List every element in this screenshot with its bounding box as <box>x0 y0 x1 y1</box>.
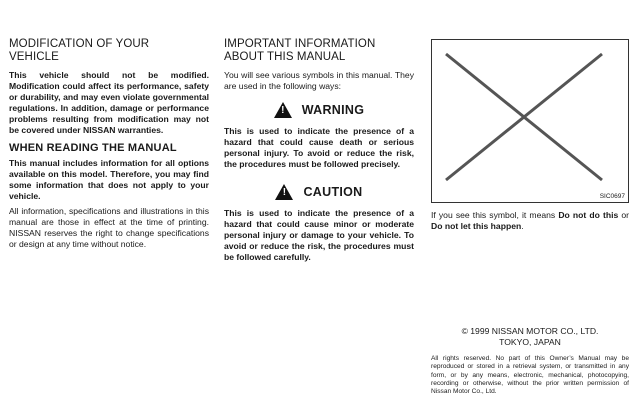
column-right <box>431 38 629 232</box>
important-info-heading-line-1: IMPORTANT INFORMATION <box>224 38 376 50</box>
column-middle <box>224 38 414 263</box>
modification-text: This vehicle should not be modified. Modification could affect its performance, safety or durability, and may even violate governmental regulations. In addition, damage or performance problems resulting from modification may not be covered under NISSAN warranties. <box>9 70 209 135</box>
important-info-heading-line-2: ABOUT THIS MANUAL <box>224 51 346 63</box>
warning-text: This is used to indicate the presence of a hazard that could cause death or serious personal injury. To avoid or reduce the risk, the procedures must be followed precisely. <box>224 126 414 169</box>
important-info-heading <box>224 38 414 64</box>
modification-heading-line-2: VEHICLE <box>9 51 59 63</box>
symbols-intro-text: You will see various symbols in this manual. They are used in the following ways: <box>224 70 414 91</box>
cross-x-icon <box>432 40 628 202</box>
modification-heading <box>9 38 209 64</box>
caution-label: CAUTION <box>303 185 363 199</box>
rights-reserved-text: All rights reserved. No part of this Owner’s Manual may be reproduced or stored in a retrieval system, or transmitted in any form, or by any means, electronic, mechanical, photocopying, recording or otherwise, without the prior written permission of Nissan Motor Co., Ltd. <box>431 355 629 396</box>
copyright-line: © 1999 NISSAN MOTOR CO., LTD. <box>461 326 599 336</box>
caution-triangle-icon: ! <box>275 184 293 200</box>
modification-heading-line-1: MODIFICATION OF YOUR <box>9 38 150 50</box>
do-not-symbol-figure <box>431 39 629 203</box>
copyright-location: TOKYO, JAPAN <box>499 337 561 347</box>
symbol-meaning-text: If you see this symbol, it means Do not do this or Do not let this happen. <box>431 210 629 231</box>
figure-id: SIC0697 <box>599 193 625 200</box>
reading-manual-heading: WHEN READING THE MANUAL <box>9 142 177 154</box>
warning-header <box>224 102 414 118</box>
warning-triangle-icon: ! <box>274 102 292 118</box>
warning-label: WARNING <box>301 103 365 117</box>
caution-header <box>224 184 414 200</box>
caution-text: This is used to indicate the presence of a hazard that could cause minor or moderate personal injury or damage to your vehicle. To avoid or reduce the risk, the procedures must be followed carefully. <box>224 208 414 262</box>
reading-manual-text: All information, specifications and illustrations in this manual are those in effect at the time of printing. NISSAN reserves the right to change specifications or design at any time without notice. <box>9 206 209 249</box>
column-left <box>9 38 209 250</box>
reading-manual-bold-text: This manual includes information for all options available on this model. Therefore, you may find some information that does not apply to your vehicle. <box>9 158 209 201</box>
copyright-block <box>431 326 629 396</box>
